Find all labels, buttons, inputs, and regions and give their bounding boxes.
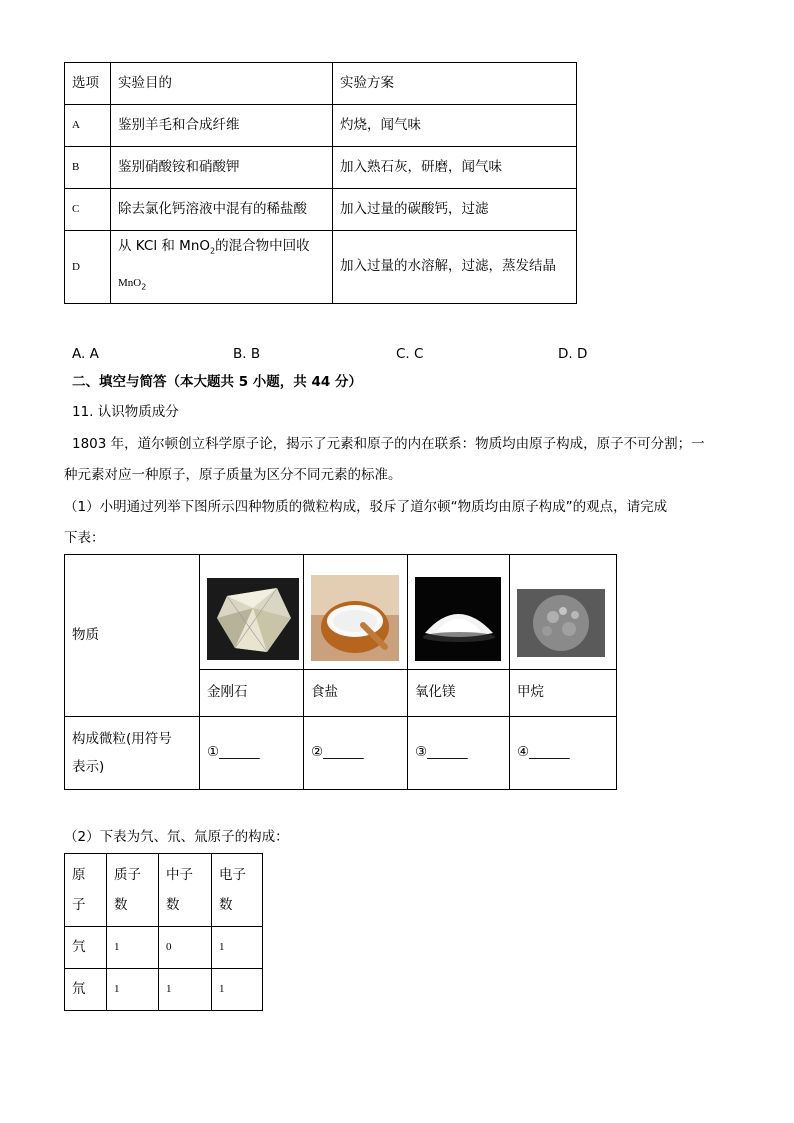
header-protons [107, 854, 159, 927]
salt-image-cell [304, 555, 408, 670]
row-d-purpose-part3: MnO [118, 277, 142, 289]
header-electrons-line2: 数 [219, 897, 233, 913]
header-atom [65, 854, 107, 927]
header-purpose: 实验目的 [111, 63, 333, 105]
particle-row-label [65, 717, 200, 790]
diamond-image-cell [200, 555, 304, 670]
header-protons-line1: 质子 [114, 867, 141, 883]
row-d-purpose-part1: 从 KCl 和 MnO [118, 238, 210, 255]
particle-row-label-line1: 构成微粒(用符号 [72, 731, 172, 747]
row-d-option: D [65, 231, 111, 304]
protium-protons: 1 [107, 927, 159, 969]
magnesium-oxide-image-cell [408, 555, 510, 670]
row-d-purpose [111, 231, 333, 304]
choice-c[interactable]: C. C [396, 346, 424, 362]
substance-table [64, 554, 617, 790]
header-neutrons-line1: 中子 [166, 867, 193, 883]
row-d-purpose-sub2: 2 [141, 282, 147, 292]
experiment-table [64, 62, 577, 304]
header-neutrons [159, 854, 212, 927]
methane-image-cell [510, 555, 617, 670]
blank-1[interactable]: ①______ [200, 717, 304, 790]
blank-4[interactable]: ④______ [510, 717, 617, 790]
protium-name: 氕 [65, 927, 107, 969]
q11-para1-line2: 种元素对应一种原子，原子质量为区分不同元素的标准。 [64, 467, 402, 483]
header-electrons [212, 854, 263, 927]
deuterium-neutrons: 1 [159, 969, 212, 1011]
choice-d[interactable]: D. D [558, 346, 588, 362]
particle-row-label-line2: 表示) [72, 759, 105, 775]
row-a-purpose: 鉴别羊毛和合成纤维 [111, 105, 333, 147]
substance-row-label: 物质 [65, 555, 200, 717]
row-c-purpose: 除去氯化钙溶液中混有的稀盐酸 [111, 189, 333, 231]
q11-sub1-line2: 下表： [64, 530, 105, 546]
row-b-option: B [65, 147, 111, 189]
q11-para1-line1: 1803 年，道尔顿创立科学原子论，揭示了元素和原子的内在联系：物质均由原子构成，原子不可分割；一 [72, 436, 705, 452]
row-b-plan: 加入熟石灰，研磨，闻气味 [333, 147, 577, 189]
deuterium-electrons: 1 [212, 969, 263, 1011]
q11-sub1-line1: （1）小明通过列举下图所示四种物质的微粒构成，驳斥了道尔顿“物质均由原子构成”的观点，请完成 [64, 499, 668, 515]
header-atom-line1: 原 [72, 867, 86, 883]
substance-salt: 食盐 [304, 670, 408, 717]
row-c-plan: 加入过量的碳酸钙，过滤 [333, 189, 577, 231]
protium-electrons: 1 [212, 927, 263, 969]
salt-photo [311, 575, 399, 661]
row-d-purpose-part2: 的混合物中回收 [215, 238, 310, 255]
deuterium-protons: 1 [107, 969, 159, 1011]
blank-2[interactable]: ②______ [304, 717, 408, 790]
hydrogen-isotope-table [64, 853, 263, 1011]
row-a-option: A [65, 105, 111, 147]
row-c-option: C [65, 189, 111, 231]
header-plan: 实验方案 [333, 63, 577, 105]
header-neutrons-line2: 数 [166, 897, 180, 913]
q11-title: 11. 认识物质成分 [72, 404, 179, 420]
header-protons-line2: 数 [114, 897, 128, 913]
deuterium-name: 氘 [65, 969, 107, 1011]
choice-b[interactable]: B. B [233, 346, 261, 362]
row-a-plan: 灼烧，闻气味 [333, 105, 577, 147]
row-b-purpose: 鉴别硝酸铵和硝酸钾 [111, 147, 333, 189]
choice-a[interactable]: A. A [72, 346, 99, 362]
substance-diamond: 金刚石 [200, 670, 304, 717]
row-d-plan: 加入过量的水溶解，过滤，蒸发结晶 [333, 231, 577, 304]
section-title: 二、填空与简答（本大题共 5 小题，共 44 分） [72, 374, 362, 390]
row-d-purpose-sub1: 2 [210, 247, 216, 256]
protium-neutrons: 0 [159, 927, 212, 969]
substance-magnesium-oxide: 氧化镁 [408, 670, 510, 717]
header-option: 选项 [65, 63, 111, 105]
q11-sub2: （2）下表为氕、氘、氚原子的构成： [64, 829, 289, 845]
diamond-photo [207, 578, 299, 660]
header-atom-line2: 子 [72, 897, 86, 913]
blank-3[interactable]: ③______ [408, 717, 510, 790]
gray-rock-photo [517, 589, 605, 657]
header-electrons-line1: 电子 [219, 867, 246, 883]
white-powder-photo [415, 577, 501, 661]
substance-methane: 甲烷 [510, 670, 617, 717]
